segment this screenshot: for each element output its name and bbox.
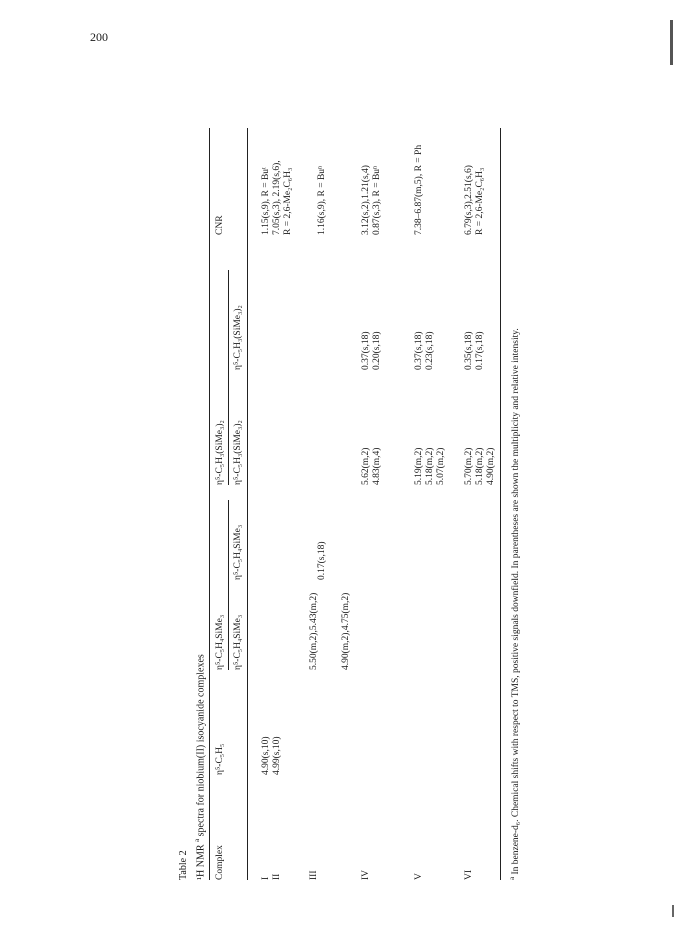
cell-cnr: 0.87(s,3), R = Buⁿ <box>372 165 382 235</box>
cell-bis-me: 0.17(s,18) <box>475 331 485 370</box>
top-rule <box>209 128 210 880</box>
cell-cnr: 7.05(s,3), 2.19(s,6), <box>272 160 282 235</box>
row-label: III <box>309 870 319 880</box>
cell-cnr: R = 2,6-Me₂C₆H₃ <box>475 167 485 235</box>
cell-tms-ring: 4.90(m,2),4.75(m,2) <box>341 592 351 670</box>
cell-cnr: 3.12(s,2),1.21(s,4) <box>361 165 371 235</box>
row-label: I <box>261 876 271 880</box>
edge-scan-mark <box>670 20 673 65</box>
header-tms-me: η⁵-C₅H₄SiMe₃ <box>233 524 243 580</box>
row-label: VI <box>464 869 474 880</box>
cell-cp: 4.90(s,10) <box>261 736 271 775</box>
cell-bis-ring: 5.70(m,2) <box>464 447 474 485</box>
header-tms-group: η⁵-C₅H₄SiMe₃ <box>215 614 225 670</box>
bis-group-rule <box>228 270 229 485</box>
cell-bis-me: 0.37(s,18) <box>414 331 424 370</box>
cell-bis-me: 0.37(s,18) <box>361 331 371 370</box>
header-bis-me: η⁵-C₅H₃(SiMe₃)₂ <box>233 305 243 370</box>
cell-bis-ring: 5.18(m,2) <box>475 447 485 485</box>
cell-bis-me: 0.20(s,18) <box>372 331 382 370</box>
table-label: Table 2 <box>178 850 189 880</box>
table-footnote: $^a$ In benzene-d₆. Chemical shifts with respect to TMS, positive signals downfield. In parentheses are shown the multiplicity and relative intensity. <box>508 328 522 880</box>
cell-cnr: 7.38–6.87(m,5), R = Ph <box>414 144 424 235</box>
cell-bis-me: 0.35(s,18) <box>464 331 474 370</box>
header-tms-ring: η⁵-C₅H₄SiMe₃ <box>233 614 243 670</box>
cell-bis-ring: 5.19(m,2) <box>414 447 424 485</box>
cell-cnr: R = 2,6-Me₂C₆H₃ <box>283 167 293 235</box>
cell-cp: 4.99(s,10) <box>272 736 282 775</box>
cell-tms-me: 0.17(s,18) <box>317 541 327 580</box>
page-number: 200 <box>90 30 108 44</box>
header-complex: Complex <box>215 845 225 880</box>
header-bis-ring: η⁵-C₅H₃(SiMe₃)₂ <box>233 420 243 485</box>
row-label: II <box>272 873 282 880</box>
tms-group-rule <box>228 500 229 670</box>
bottom-rule <box>500 128 501 880</box>
row-label: V <box>414 873 424 880</box>
cell-bis-me: 0.23(s,18) <box>425 331 435 370</box>
row-label: IV <box>361 869 371 880</box>
cell-bis-ring: 4.83(m,4) <box>372 447 382 485</box>
cell-tms-ring: 5.50(m,2),5.43(m,2) <box>309 592 319 670</box>
header-cp: η⁵-C₅H₅ <box>215 743 225 775</box>
cell-cnr: 6.79(s,3),2.51(s,6) <box>464 165 474 235</box>
cell-bis-ring: 4.90(m,2) <box>486 447 496 485</box>
header-rule <box>247 128 248 880</box>
table-title: ¹H NMR $^a$ spectra for niobium(II) isocyanide complexes <box>193 654 207 880</box>
rotated-table <box>178 120 578 880</box>
cell-cnr: 1.15(s,9), R = Buᵗ <box>261 167 271 235</box>
cell-bis-ring: 5.18(m,2) <box>425 447 435 485</box>
cell-cnr: 1.16(s,9), R = Buⁿ <box>317 165 327 235</box>
cell-bis-ring: 5.62(m,2) <box>361 447 371 485</box>
edge-scan-dot <box>672 905 674 917</box>
header-bis-group: η⁵-C₅H₃(SiMe₃)₂ <box>215 420 225 485</box>
header-cnr: CNR <box>215 215 225 235</box>
cell-bis-ring: 5.07(m,2) <box>436 447 446 485</box>
